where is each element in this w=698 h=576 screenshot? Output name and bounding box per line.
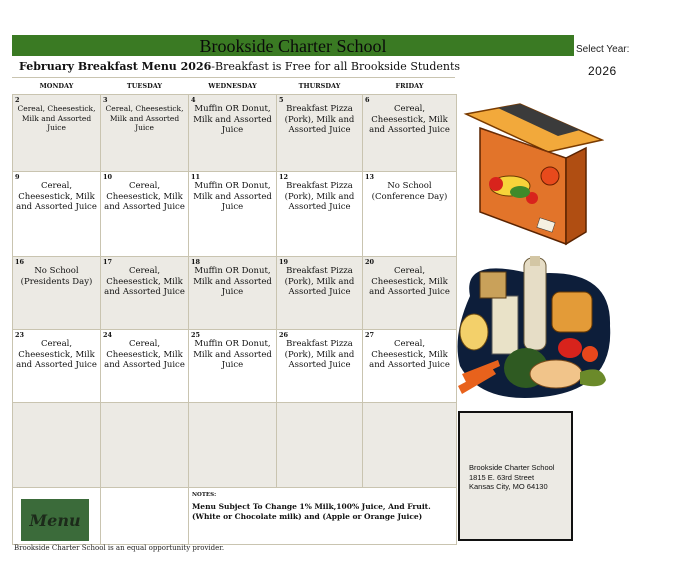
day-number: 3 <box>103 96 108 104</box>
day-number: 20 <box>365 258 375 266</box>
week-row <box>13 172 457 257</box>
day-cell <box>277 330 363 403</box>
day-cell <box>13 95 101 172</box>
weekday-header: TUESDAY <box>126 82 163 90</box>
meal-text: Muffin OR Donut, Milk and Assorted Juice <box>193 266 272 297</box>
meal-text: Muffin OR Donut, Milk and Assorted Juice <box>193 339 272 370</box>
weekday-header: WEDNESDAY <box>208 82 257 90</box>
day-number: 13 <box>365 173 375 181</box>
school-name-banner: Brookside Charter School <box>12 35 574 56</box>
week-row <box>13 95 457 172</box>
meal-text: Breakfast Pizza (Pork), Milk and Assorted Juice <box>284 339 355 370</box>
meal-text: Cereal, Cheesestick, Milk and Assorted Juice <box>104 266 185 297</box>
day-number: 12 <box>279 173 289 181</box>
day-cell <box>363 257 457 330</box>
calendar-table <box>12 78 457 545</box>
day-number: 26 <box>279 331 289 339</box>
day-number: 4 <box>191 96 196 104</box>
day-number: 9 <box>15 173 20 181</box>
day-cell <box>101 330 189 403</box>
address-box <box>458 411 573 541</box>
day-cell <box>13 172 101 257</box>
day-cell <box>13 330 101 403</box>
weekday-header: THURSDAY <box>298 82 341 90</box>
meal-text: Breakfast Pizza (Pork), Milk and Assorted Juice <box>284 266 355 297</box>
meal-text: Cereal, Cheesestick, Milk and Assorted Juice <box>17 104 96 132</box>
meal-text: Cereal, Cheesestick, Milk and Assorted Juice <box>104 339 185 370</box>
weekday-header: FRIDAY <box>395 82 424 90</box>
address-name: Brookside Charter School <box>469 463 555 472</box>
meal-text: No School (Conference Day) <box>371 181 448 202</box>
address-city: Kansas City, MO 64130 <box>469 482 548 491</box>
day-cell <box>189 257 277 330</box>
menu-logo-text: Menu <box>29 510 81 530</box>
day-number: 17 <box>103 258 113 266</box>
meal-text: No School (Presidents Day) <box>20 266 93 287</box>
day-cell <box>363 95 457 172</box>
day-number: 18 <box>191 258 201 266</box>
week-row <box>13 330 457 403</box>
meal-text: Cereal, Cheesestick, Milk and Assorted Juice <box>16 339 97 370</box>
meal-text: Cereal, Cheesestick, Milk and Assorted Juice <box>105 104 184 132</box>
meal-text: Cereal, Cheesestick, Milk and Assorted Juice <box>104 181 185 212</box>
blank-cell <box>101 488 189 545</box>
day-number: 23 <box>15 331 25 339</box>
meal-text: Breakfast Pizza (Pork), Milk and Assorted Juice <box>284 104 355 135</box>
day-number: 10 <box>103 173 113 181</box>
day-cell-empty <box>13 403 101 488</box>
day-cell-empty <box>277 403 363 488</box>
day-number: 19 <box>279 258 289 266</box>
day-cell <box>101 172 189 257</box>
address-street: 1815 E. 63rd Street <box>469 472 535 482</box>
meal-text: Breakfast Pizza (Pork), Milk and Assorted Juice <box>284 181 355 212</box>
day-number: 16 <box>15 258 25 266</box>
day-cell-empty <box>363 403 457 488</box>
week-row-empty <box>13 403 457 488</box>
weekday-header-row <box>13 78 457 95</box>
day-number: 25 <box>191 331 201 339</box>
day-cell <box>101 257 189 330</box>
day-number: 24 <box>103 331 113 339</box>
select-year-label: Select Year: <box>576 44 630 55</box>
menu-logo <box>21 499 89 541</box>
meal-text: Cereal, Cheesestick, Milk and Assorted Juice <box>369 339 450 370</box>
food-group-illustration <box>452 256 614 406</box>
day-number: 11 <box>191 173 201 181</box>
menu-subtitle-rest: -Breakfast is Free for all Brookside Students <box>211 60 461 73</box>
equal-opportunity-footer: Brookside Charter School is an equal opportunity provider. <box>14 544 225 552</box>
week-row <box>13 257 457 330</box>
day-cell <box>189 172 277 257</box>
meal-text: Cereal, Cheesestick, Milk and Assorted Juice <box>16 181 97 212</box>
meal-text: Cereal, Cheesestick, Milk and Assorted Juice <box>369 266 450 297</box>
day-number: 5 <box>279 96 284 104</box>
day-cell-empty <box>101 403 189 488</box>
meal-text: Muffin OR Donut, Milk and Assorted Juice <box>193 104 272 135</box>
notes-cell <box>189 488 457 545</box>
day-cell <box>189 330 277 403</box>
day-cell <box>189 95 277 172</box>
day-cell <box>101 95 189 172</box>
meal-text: Muffin OR Donut, Milk and Assorted Juice <box>193 181 272 212</box>
day-cell <box>277 95 363 172</box>
day-cell <box>13 257 101 330</box>
cereal-box-illustration <box>458 100 604 246</box>
day-cell-empty <box>189 403 277 488</box>
notes-label: NOTES: <box>192 492 217 498</box>
day-cell <box>277 172 363 257</box>
day-number: 2 <box>15 96 20 104</box>
day-cell <box>363 172 457 257</box>
notes-text: Menu Subject To Change 1% Milk,100% Juice, And Fruit. (White or Chocolate milk) and (Apple or Orange Juice) <box>192 501 431 521</box>
menu-title: February Breakfast Menu 2026 <box>19 60 212 73</box>
weekday-header: MONDAY <box>39 82 74 90</box>
day-number: 6 <box>365 96 370 104</box>
menu-subtitle <box>19 60 460 73</box>
day-cell <box>363 330 457 403</box>
day-number: 27 <box>365 331 375 339</box>
day-cell <box>277 257 363 330</box>
meal-text: Cereal, Cheesestick, Milk and Assorted Juice <box>369 104 450 135</box>
year-value[interactable]: 2026 <box>588 64 617 78</box>
